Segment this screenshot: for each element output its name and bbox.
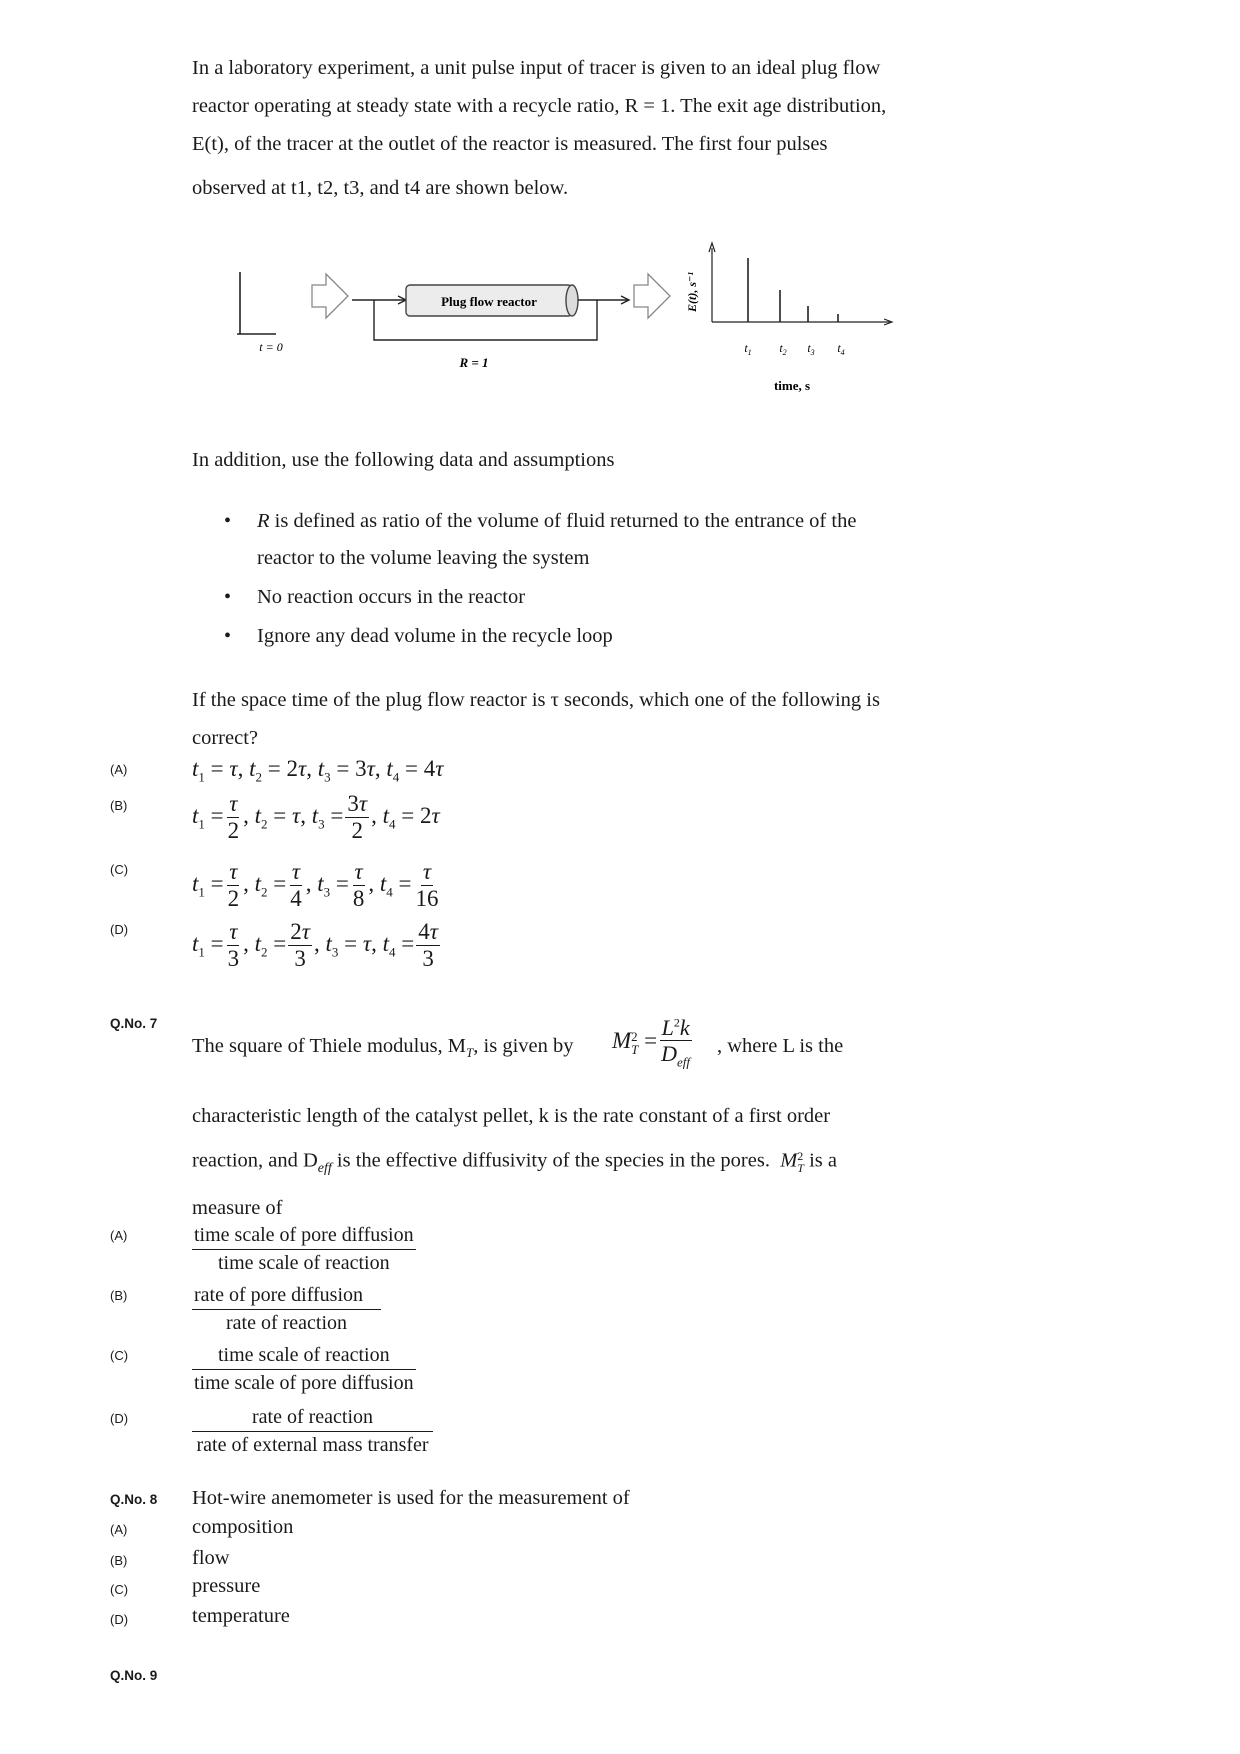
outflow-block-arrow xyxy=(634,274,670,318)
q6-option-b[interactable]: $t_1$ = $\frac{\tau}{2}$ , $t_2 = \tau$, $t_3$ = $\frac{3\tau}{2}$ , $t_4 = 2\tau$ xyxy=(192,791,440,844)
q6-line-3: E(t), of the tracer at the outlet of the reactor is measured. The first four pulses xyxy=(192,133,828,155)
t4-tick: $t_4$ xyxy=(837,341,845,357)
q7-c-denominator: time scale of pore diffusion xyxy=(194,1372,414,1394)
t3-tick: $t_3$ xyxy=(807,341,815,357)
q7-line-4: measure of xyxy=(192,1197,283,1219)
q7-option-b[interactable] xyxy=(192,1282,381,1337)
q6-line-4: observed at t1, t2, t3, and t4 are shown below. xyxy=(192,177,569,199)
q7-a-numerator: time scale of pore diffusion xyxy=(192,1222,416,1250)
q7-option-d[interactable] xyxy=(192,1404,433,1459)
q6-option-d-label[interactable]: (D) xyxy=(110,922,129,937)
addition-text: In addition, use the following data and assumptions xyxy=(192,449,615,471)
thiele-formula: M 2 T = $\frac{L^2k}{D_{eff}}$ xyxy=(612,1015,691,1070)
q7-option-c[interactable] xyxy=(192,1342,416,1397)
bullet-2: • xyxy=(224,586,232,608)
q7-b-numerator: rate of pore diffusion xyxy=(192,1282,381,1310)
q6-option-d[interactable]: $t_1$ = $\frac{\tau}{3}$ , $t_2$ = $\frac{2\tau}{3}$ , $t_3 = \tau$, $t_4$ = $\frac{4\tau}{3}$ xyxy=(192,919,438,972)
q7-option-d-label[interactable]: (D) xyxy=(110,1411,129,1426)
q7-line3-end: is a xyxy=(803,1149,838,1172)
bullet-3: • xyxy=(224,625,232,647)
inflow-block-arrow xyxy=(312,274,348,318)
plug-flow-reactor xyxy=(406,285,578,316)
q6-line-1: In a laboratory experiment, a unit pulse input of tracer is given to an ideal plug flow xyxy=(192,57,881,79)
q8-question: Hot-wire anemometer is used for the measurement of xyxy=(192,1487,630,1509)
q7-stem-start: The square of Thiele modulus, M xyxy=(192,1035,467,1057)
q7-a-denominator: time scale of reaction xyxy=(217,1252,390,1274)
recycle-label: R = 1 xyxy=(459,355,489,370)
et-y-label: E(t), s⁻¹ xyxy=(685,272,699,312)
exit-pulses xyxy=(748,258,838,322)
q8-option-d[interactable]: temperature xyxy=(192,1605,290,1627)
q8-option-b-label[interactable]: (B) xyxy=(110,1553,128,1568)
q6-option-a-label[interactable]: (A) xyxy=(110,762,128,777)
q9-number: Q.No. 9 xyxy=(110,1668,158,1683)
q7-line-2: characteristic length of the catalyst pellet, k is the rate constant of a first order xyxy=(192,1105,831,1127)
q6-option-b-label[interactable]: (B) xyxy=(110,798,128,813)
q6-question-line-2: correct? xyxy=(192,727,258,749)
q7-option-a[interactable] xyxy=(192,1222,416,1277)
q7-option-c-label[interactable]: (C) xyxy=(110,1348,129,1363)
bullet-3-line: Ignore any dead volume in the recycle loop xyxy=(257,625,613,647)
t0-label: t = 0 xyxy=(259,340,283,354)
q7-c-numerator: time scale of reaction xyxy=(192,1342,416,1370)
q6-question-line-1: If the space time of the plug flow reactor is τ seconds, which one of the following is xyxy=(192,689,880,711)
q8-option-a[interactable]: composition xyxy=(192,1516,294,1538)
t2-tick: $t_2$ xyxy=(779,341,787,357)
q7-d-numerator: rate of reaction xyxy=(192,1404,433,1432)
q7-stem-end: , where L is the xyxy=(717,1035,844,1057)
q7-number: Q.No. 7 xyxy=(110,1016,158,1031)
q6-option-c[interactable]: $t_1$ = $\frac{\tau}{2}$ , $t_2$ = $\frac{\tau}{4}$ , $t_3$ = $\frac{\tau}{8}$ , $t_4$ = $\frac{\tau}{16}$ xyxy=(192,859,439,912)
q8-option-b[interactable]: flow xyxy=(192,1547,230,1569)
q7-option-a-label[interactable]: (A) xyxy=(110,1228,128,1243)
bullet-1-line-1: R is defined as ratio of the volume of fluid returned to the entrance of the xyxy=(257,510,857,532)
q7-line-3: reaction, and $D_{eff}$ is the effective diffusivity of the species in the pores. M 2 T is a xyxy=(192,1149,838,1176)
q7-line3-start: reaction, and D xyxy=(192,1149,318,1172)
q8-number: Q.No. 8 xyxy=(110,1492,158,1507)
bullet-1-line-2: reactor to the volume leaving the system xyxy=(257,547,590,569)
q7-option-b-label[interactable]: (B) xyxy=(110,1288,128,1303)
q8-option-c[interactable]: pressure xyxy=(192,1575,261,1597)
q6-line-2: reactor operating at steady state with a recycle ratio, R = 1. The exit age distribution, xyxy=(192,95,887,117)
q8-option-d-label[interactable]: (D) xyxy=(110,1612,129,1627)
pfr-recycle-diagram xyxy=(200,240,920,410)
time-label: time, s xyxy=(773,378,811,393)
q6-option-c-label[interactable]: (C) xyxy=(110,862,129,877)
bullet-2-line: No reaction occurs in the reactor xyxy=(257,586,526,608)
q7-line3-mid: is the effective diffusivity of the species in the pores. xyxy=(331,1149,770,1172)
q7-line-1: The square of Thiele modulus, $M_T$, is given by xyxy=(192,1035,574,1061)
bullet-1: • xyxy=(224,510,232,532)
q7-b-denominator: rate of reaction xyxy=(225,1312,348,1334)
q8-option-c-label[interactable]: (C) xyxy=(110,1582,129,1597)
q7-d-denominator: rate of external mass transfer xyxy=(196,1434,429,1456)
bullet-1-text: is defined as ratio of the volume of fluid returned to the entrance of the xyxy=(269,510,857,532)
q8-option-a-label[interactable]: (A) xyxy=(110,1522,128,1537)
t1-tick: $t_1$ xyxy=(744,341,752,357)
q7-stem-mid: , is given by xyxy=(473,1035,574,1057)
reactor-label: Plug flow reactor xyxy=(441,294,537,309)
q6-option-a[interactable]: $t_1 = \tau$, $t_2 = 2\tau$, $t_3 = 3\tau$, $t_4 = 4\tau$ xyxy=(192,756,444,785)
